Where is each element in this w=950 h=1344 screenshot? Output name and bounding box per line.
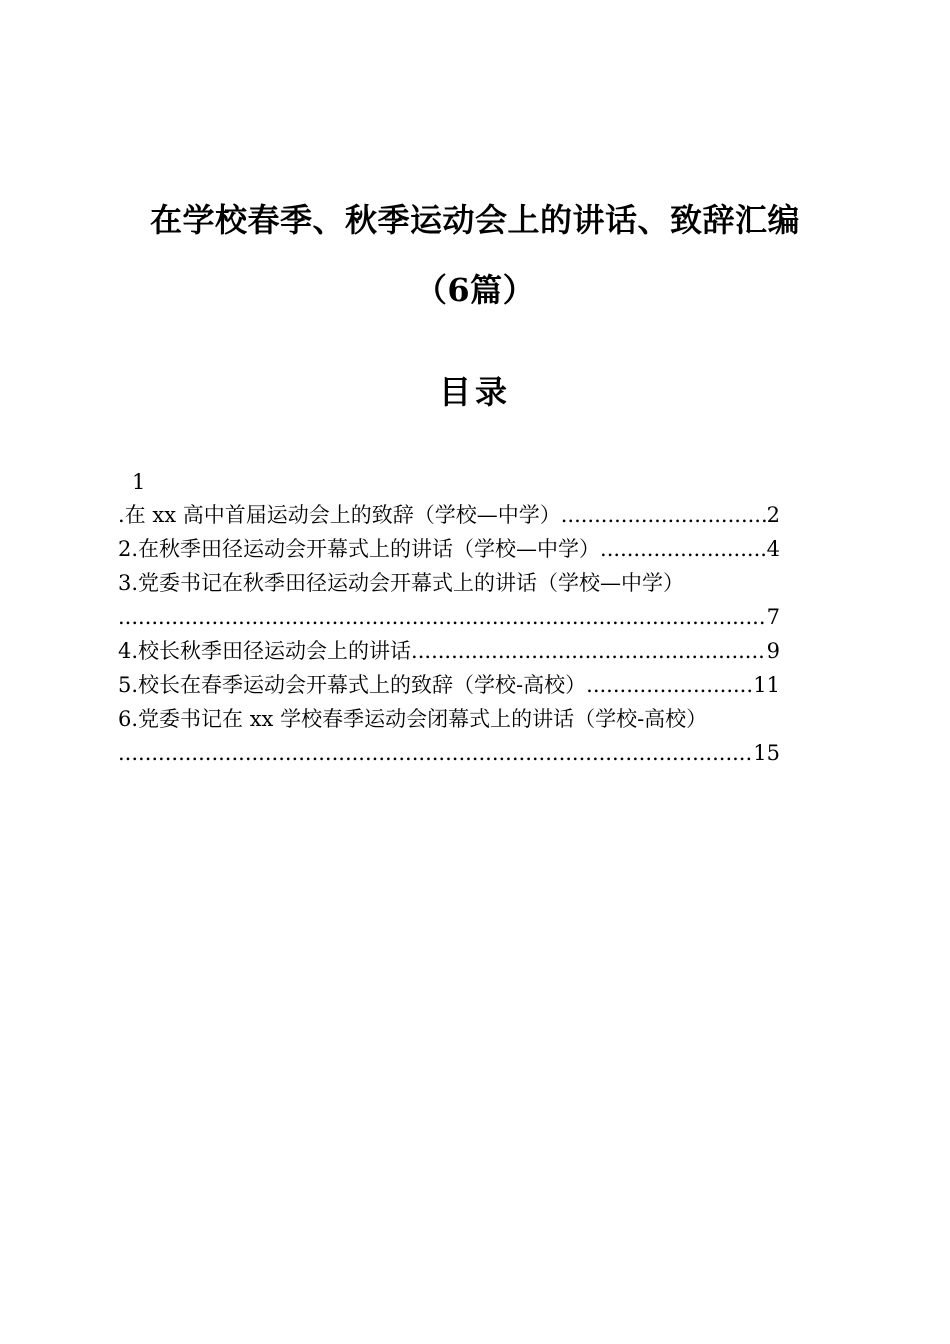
toc-entry-page: 7 (766, 605, 780, 629)
toc-leader-dots (411, 634, 767, 668)
toc-entry-1-number (118, 466, 818, 498)
toc-leader-dots (561, 498, 767, 532)
toc-entry-1[interactable] (118, 498, 818, 532)
toc-entry-page: 9 (766, 639, 780, 663)
toc-entry-page: 4 (766, 537, 780, 561)
toc-entry-6[interactable] (118, 702, 818, 736)
toc-entry-5[interactable] (118, 668, 818, 702)
toc-leader-dots (118, 736, 753, 770)
toc-leader-dots (600, 532, 767, 566)
toc-entry-page: 11 (753, 673, 780, 697)
toc-entry-text: 2.在秋季田径运动会开幕式上的讲话（学校—中学） (118, 537, 601, 561)
toc-entry-6-page-line[interactable] (118, 736, 818, 770)
document-subtitle: （6篇） (414, 271, 536, 309)
toc-entry-text: .在 xx 高中首届运动会上的致辞（学校—中学） (118, 503, 561, 527)
toc-heading: 目录 (438, 373, 511, 411)
table-of-contents (118, 466, 818, 770)
toc-entry-2[interactable] (118, 532, 818, 566)
toc-entry-page: 2 (766, 503, 780, 527)
toc-entry-text: 6.党委书记在 xx 学校春季运动会闭幕式上的讲话（学校-高校） (118, 707, 708, 731)
document-title: 在学校春季、秋季运动会上的讲话、致辞汇编 (149, 201, 800, 239)
toc-entry-text: 3.党委书记在秋季田径运动会开幕式上的讲话（学校—中学） (118, 571, 685, 595)
toc-entry-number: 1 (132, 470, 146, 494)
toc-entry-4[interactable] (118, 634, 818, 668)
toc-entry-text: 4.校长秋季田径运动会上的讲话 (118, 639, 412, 663)
toc-entry-3[interactable] (118, 566, 818, 600)
toc-leader-dots (118, 600, 767, 634)
toc-leader-dots (586, 668, 753, 702)
toc-entry-3-page-line[interactable] (118, 600, 818, 634)
toc-entry-page: 15 (753, 741, 780, 765)
toc-entry-text: 5.校长在春季运动会开幕式上的致辞（学校-高校） (118, 673, 587, 697)
